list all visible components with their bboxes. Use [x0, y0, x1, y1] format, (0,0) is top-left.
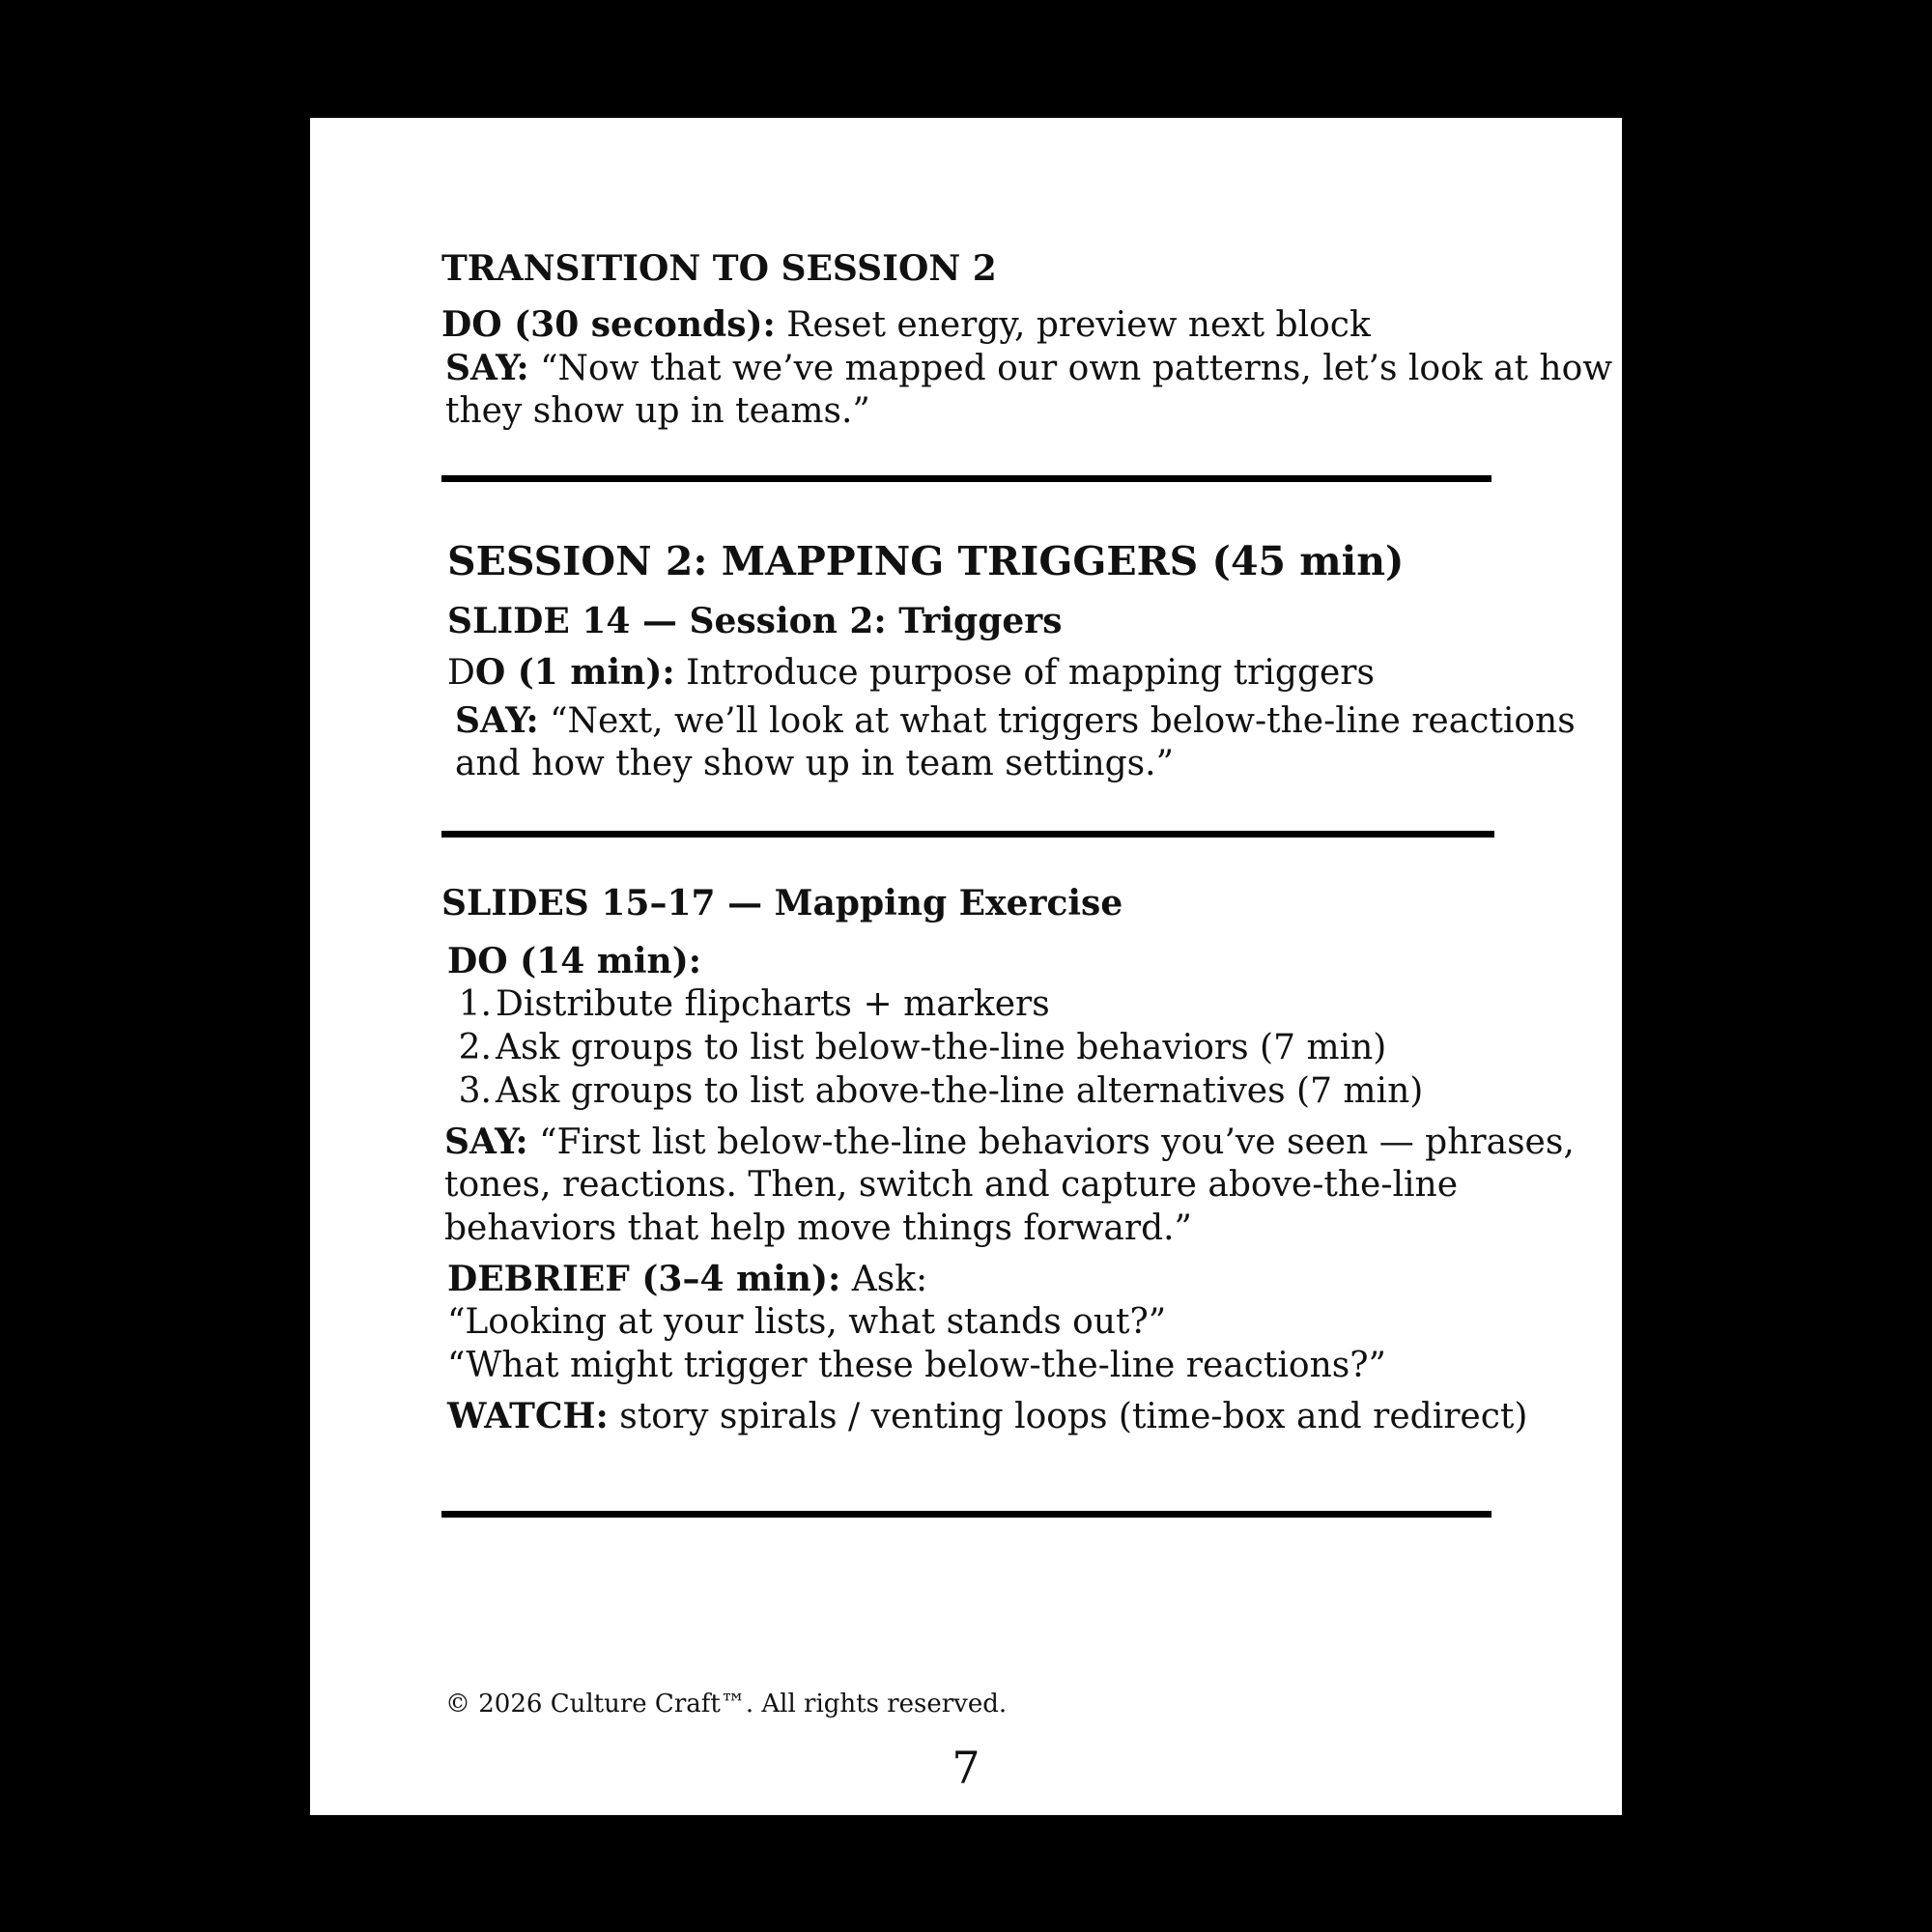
- say-text: “Now that we’ve mapped our own patterns, let’s look at how: [540, 349, 1613, 388]
- slides-15-17-heading: SLIDES 15–17 — Mapping Exercise: [441, 883, 1123, 923]
- document-page: [310, 118, 1622, 1815]
- do-text: Introduce purpose of mapping triggers: [686, 653, 1375, 693]
- do-prefix: D: [447, 653, 475, 693]
- say-label: SAY:: [445, 348, 529, 388]
- mapping-do-label: DO (14 min):: [447, 941, 702, 981]
- list-item: [455, 1071, 1424, 1111]
- session-2-say-line-1: [455, 700, 1576, 741]
- list-number: 1.: [458, 984, 492, 1024]
- list-item-text: Distribute flipcharts + markers: [496, 984, 1050, 1024]
- do-label: DO (30 seconds):: [441, 304, 776, 345]
- debrief-line: [447, 1259, 928, 1299]
- watch-line: [447, 1396, 1528, 1436]
- list-item-text: Ask groups to list below-the-line behaviors (7 min): [496, 1028, 1387, 1067]
- list-item: [455, 1028, 1387, 1067]
- section-divider: [441, 1511, 1492, 1518]
- transition-say-line-2: they show up in teams.”: [445, 391, 870, 431]
- debrief-text: Ask:: [851, 1260, 928, 1299]
- copyright-notice: © 2026 Culture Craft™. All rights reserved.: [445, 1690, 1008, 1719]
- do-text: Reset energy, preview next block: [786, 305, 1371, 345]
- list-item: [455, 984, 1050, 1024]
- transition-say-line-1: [445, 348, 1613, 388]
- watch-label: WATCH:: [447, 1396, 609, 1436]
- say-text: “Next, we’ll look at what triggers below-the-line reactions: [550, 701, 1576, 741]
- transition-do-line: [441, 304, 1371, 345]
- list-number: 3.: [458, 1071, 492, 1111]
- say-label: SAY:: [455, 700, 539, 741]
- do-label: O (1 min):: [474, 652, 675, 693]
- mapping-say-line-3: behaviors that help move things forward.”: [444, 1208, 1192, 1248]
- session-2-say-line-2: and how they show up in team settings.”: [455, 744, 1174, 783]
- debrief-label: DEBRIEF (3–4 min):: [447, 1259, 841, 1299]
- list-item-text: Ask groups to list above-the-line alternatives (7 min): [496, 1071, 1424, 1111]
- session-2-do-line: [447, 652, 1375, 693]
- debrief-question: “What might trigger these below-the-line reactions?”: [447, 1346, 1386, 1385]
- debrief-question: “Looking at your lists, what stands out?”: [447, 1302, 1167, 1342]
- slide-14-heading: SLIDE 14 — Session 2: Triggers: [447, 601, 1063, 641]
- list-number: 2.: [458, 1028, 492, 1067]
- session-2-heading: SESSION 2: MAPPING TRIGGERS (45 min): [447, 538, 1405, 584]
- mapping-say-line-2: tones, reactions. Then, switch and capture above-the-line: [444, 1165, 1459, 1205]
- say-text: “First list below-the-line behaviors you’ve seen — phrases,: [539, 1122, 1575, 1162]
- mapping-say-line-1: [444, 1124, 1575, 1160]
- watch-text: story spirals / venting loops (time-box and redirect): [619, 1397, 1528, 1436]
- section-divider: [441, 831, 1494, 838]
- page-number: 7: [952, 1742, 980, 1794]
- transition-heading: TRANSITION TO SESSION 2: [441, 248, 997, 289]
- section-divider: [441, 475, 1492, 482]
- say-label: SAY:: [444, 1122, 528, 1162]
